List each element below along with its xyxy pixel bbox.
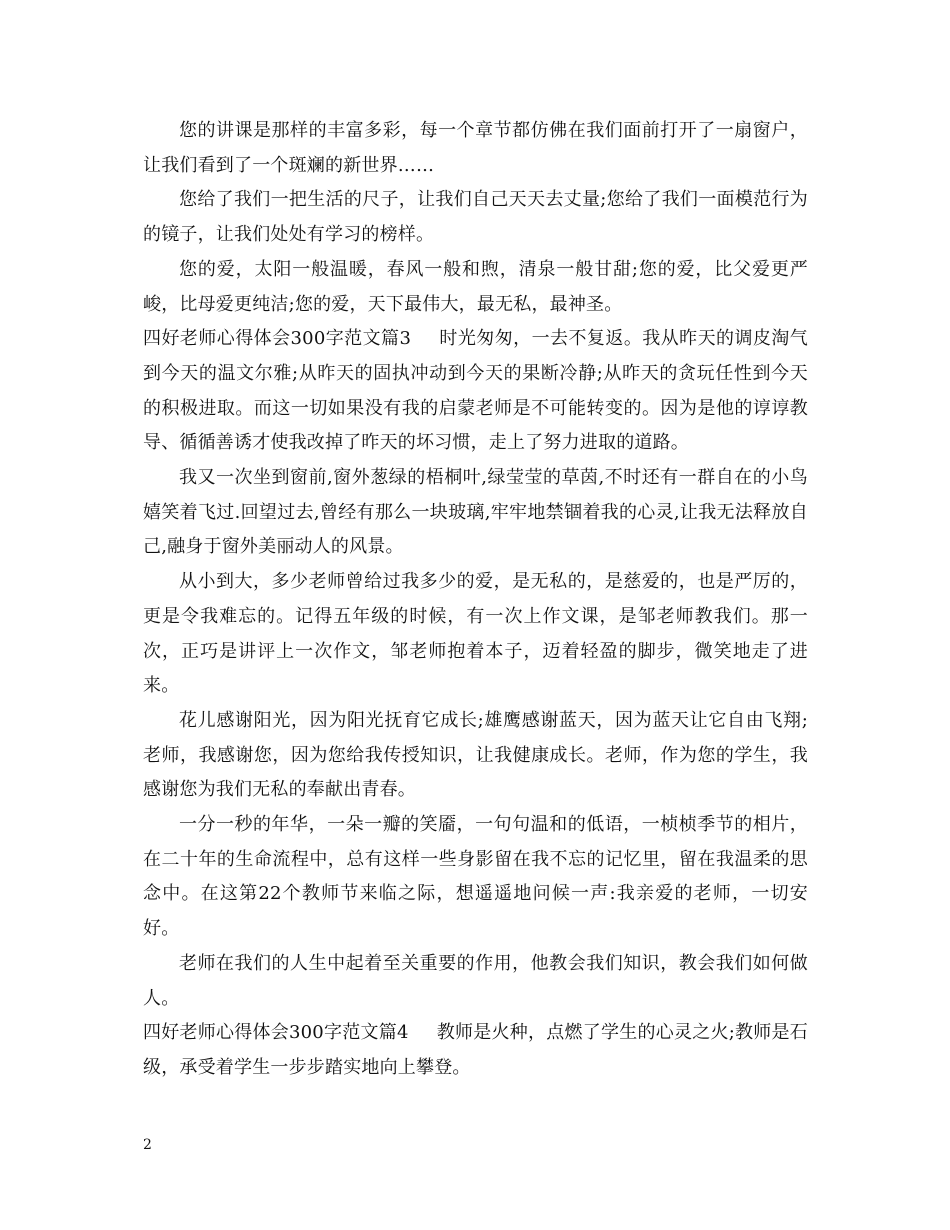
paragraph: 您给了我们一把生活的尺子，让我们自己天天去丈量;您给了我们一面模范行为的镜子，让我们处处有学习的榜样。: [143, 189, 808, 246]
paragraph: 一分一秒的年华，一朵一瓣的笑靥，一句句温和的低语，一桢桢季节的相片，在二十年的生命流程中，总有这样一些身影留在我不忘的记忆里，留在我温柔的思念中。在这第22个教师节来临之际，想遥遥地问候一声:我亲爱的老师，一切安好。: [143, 814, 808, 940]
paragraph: 您的讲课是那样的丰富多彩，每一个章节都仿佛在我们面前打开了一扇窗户，让我们看到了一个斑斓的新世界……: [143, 120, 808, 176]
section-paragraph: [143, 322, 808, 461]
paragraph-text: 时光匆匆，一去不复返。我从昨天的调皮淘气到今天的温文尔雅;从昨天的固执冲动到今天的果断冷静;从昨天的贪玩任性到今天的积极进取。而这一切如果没有我的启蒙老师是不可能转变的。因为是他的谆谆教导、循循善诱才使我改掉了昨天的坏习惯，走上了努力进取的道路。: [143, 328, 808, 454]
paragraph: 我又一次坐到窗前,窗外葱绿的梧桐叶,绿莹莹的草茵,不时还有一群自在的小鸟嬉笑着飞过.回望过去,曾经有那么一块玻璃,牢牢地禁锢着我的心灵,让我无法释放自己,融身于窗外美丽动人的风景。: [143, 467, 808, 558]
section-paragraph: [143, 1016, 808, 1085]
paragraph-text: 教师是火种，点燃了学生的心灵之火;教师是石级，承受着学生一步步踏实地向上攀登。: [143, 1022, 808, 1078]
section-heading: 四好老师心得体会300字范文篇4: [143, 1022, 409, 1044]
paragraph: 花儿感谢阳光，因为阳光抚育它成长;雄鹰感谢蓝天，因为蓝天让它自由飞翔;老师，我感谢您，因为您给我传授知识，让我健康成长。老师，作为您的学生，我感谢您为我们无私的奉献出青春。: [143, 709, 808, 801]
paragraph: 老师在我们的人生中起着至关重要的作用，他教会我们知识，教会我们如何做人。: [143, 952, 808, 1009]
paragraph: 您的爱，太阳一般温暖，春风一般和煦，清泉一般甘甜;您的爱，比父爱更严峻，比母爱更纯洁;您的爱，天下最伟大，最无私，最神圣。: [143, 258, 808, 315]
section-heading: 四好老师心得体会300字范文篇3: [143, 328, 412, 350]
body-text: [143, 114, 808, 1086]
page-number: 2: [143, 1137, 152, 1153]
paragraph: 从小到大，多少老师曾给过我多少的爱，是无私的，是慈爱的，也是严厉的，更是令我难忘的。记得五年级的时候，有一次上作文课，是邹老师教我们。那一次，正巧是讲评上一次作文，邹老师抱着本子，迈着轻盈的脚步，微笑地走了进来。: [143, 571, 808, 697]
